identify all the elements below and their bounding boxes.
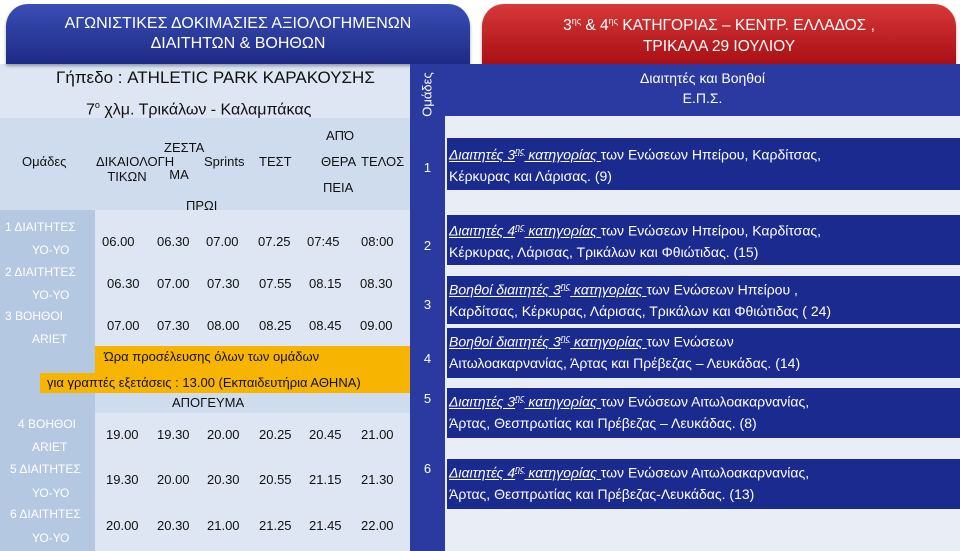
time-cell: 07.00 [107, 318, 140, 333]
time-cell: 06.30 [157, 234, 190, 249]
time-cell: 21.00 [361, 427, 394, 442]
group-label: 1 ΔΙΑΙΤΗΤΕΣ [5, 220, 76, 234]
time-cell: 07.30 [207, 276, 240, 291]
time-cell: 09.00 [360, 318, 393, 333]
time-cell: 08.45 [309, 318, 342, 333]
time-cell: 20.30 [207, 472, 240, 487]
time-cell: 19.30 [157, 427, 190, 442]
header-groups: Ομάδες [22, 154, 67, 169]
group-label: 5 ΔΙΑΙΤΗΤΕΣ [10, 462, 81, 476]
afternoon-bar [95, 393, 410, 413]
group-description: Διαιτητές $3^{\eta\varsigma}$ κατηγορίας των Ενώσεων Ηπείρου, Καρδίτσας, Κέρκυρας και Λάρισας. (9) [447, 138, 960, 190]
time-cell: 20.55 [259, 472, 292, 487]
group-number: 4 [423, 351, 432, 366]
header-end: ΤΕΛΟΣ [361, 154, 405, 169]
time-cell: 06.30 [107, 276, 140, 291]
time-cell: 21.25 [259, 518, 292, 533]
venue-title: Γήπεδο : ATHLETIC PARK ΚΑΡΑΚΟΥΣΗΣ [56, 68, 375, 87]
time-cell: 08.25 [259, 318, 292, 333]
arrival-note: Ώρα προσέλευσης όλων των ομάδων [104, 349, 320, 364]
group-sublabel: ARIET [32, 440, 68, 454]
group-label: 3 ΒΟΗΘΟΙ [5, 309, 64, 323]
title-banner-left [6, 4, 470, 64]
time-cell: 07.25 [258, 234, 291, 249]
time-cell: 06.00 [102, 234, 135, 249]
time-cell: 21.00 [207, 518, 240, 533]
group-sublabel: ΥΟ-ΥΟ [32, 486, 70, 500]
group-description: Βοηθοί διαιτητές $3^{\eta\varsigma}$ κατηγορίας των Ενώσεων Αιτωλοακαρνανίας, Άρτας και Πρέβεζας – Λευκάδας. (14) [447, 328, 960, 378]
group-number: 3 [423, 297, 432, 312]
header-test: ΤΕΣΤ [259, 154, 292, 169]
group-sublabel: ARIET [32, 332, 68, 346]
time-cell: 07.00 [157, 276, 190, 291]
time-cell: 07:45 [307, 234, 340, 249]
time-cell: 08.15 [309, 276, 342, 291]
category-line: $3^{\eta\varsigma}$ & $4^{\eta\varsigma}$ ΚΑΤΗΓΟΡΙΑΣ – ΚΕΝΤΡ. ΕΛΛΑΔΟΣ , [563, 16, 875, 35]
time-cell: 20.45 [309, 427, 342, 442]
referees-panel-title: Διαιτητές και Βοηθοί Ε.Π.Σ. [640, 70, 765, 106]
time-cell: 21.15 [309, 472, 342, 487]
group-label: 6 ΔΙΑΙΤΗΤΕΣ [10, 507, 81, 521]
groups-vertical-title: Ομάδες [420, 71, 436, 117]
title-line-2: ΔΙΑΙΤΗΤΩΝ & ΒΟΗΘΩΝ [150, 35, 326, 52]
header-therapy-2: ΘΕΡΑ [321, 154, 357, 169]
group-number: 5 [423, 391, 432, 406]
header-documents: ΔΙΚΑΙΟΛΟΓΗ ΤΙΚΩΝ [96, 154, 175, 184]
time-cell: 20.00 [106, 518, 139, 533]
time-cell: 21.30 [361, 472, 394, 487]
time-cell: 21.45 [309, 518, 342, 533]
group-sublabel: ΥΟ-ΥΟ [32, 531, 70, 545]
time-cell: 20.00 [207, 427, 240, 442]
title-line-1: ΑΓΩΝΙΣΤΙΚΕΣ ΔΟΚΙΜΑΣΙΕΣ ΑΞΙΟΛΟΓΗΜΕΝΩΝ [64, 15, 412, 32]
time-cell: 07.55 [259, 276, 292, 291]
header-warmup: ΖΕΣΤΑ [164, 140, 205, 155]
group-number: 1 [423, 160, 432, 175]
group-label: 4 ΒΟΗΘΟΙ [18, 417, 77, 431]
group-description: Διαιτητές $4^{\eta\varsigma}$ κατηγορίας των Ενώσεων Αιτωλοακαρνανίας, Άρτας, Θεσπρωτίας και Πρέβεζας-Λευκάδας. (13) [447, 459, 960, 509]
group-number: 6 [423, 461, 432, 476]
group-sublabel: ΥΟ-ΥΟ [32, 288, 70, 302]
time-cell: 20.30 [157, 518, 190, 533]
exam-note: για γραπτές εξετάσεις : 13.00 (Εκπαιδευτήρια ΑΘΗΝΑ) [47, 375, 361, 390]
date-line: ΤΡΙΚΑΛΑ 29 ΙΟΥΛΙΟΥ [642, 37, 796, 55]
afternoon-label: ΑΠΟΓΕΥΜΑ [172, 395, 245, 410]
time-cell: 08.30 [360, 276, 393, 291]
header-warmup-2: ΜΑ [169, 167, 189, 182]
time-cell: 20.00 [157, 472, 190, 487]
venue-location: $7^o$ χλμ. Τρικάλων - Καλαμπάκας [86, 100, 312, 119]
time-cell: 19.00 [106, 427, 139, 442]
time-cell: 07.30 [157, 318, 190, 333]
group-description: Βοηθοί διαιτητές $3^{\eta\varsigma}$ κατηγορίας των Ενώσεων Ηπείρου , Καρδίτσας, Κέρκυρας, Λάρισας, Τρικάλων και Φθιώτιδας ( 24) [447, 276, 960, 324]
group-number: 2 [423, 238, 432, 253]
group-description: Διαιτητές $4^{\eta\varsigma}$ κατηγορίας των Ενώσεων Ηπείρου, Καρδίτσας, Κέρκυρας, Λάρισας, Τρικάλων και Φθιώτιδας. (15) [447, 215, 960, 265]
time-cell: 08:00 [361, 234, 394, 249]
time-cell: 22.00 [361, 518, 394, 533]
header-sprints: Sprints [204, 154, 245, 169]
header-therapy-3: ΠΕΙΑ [323, 180, 354, 195]
header-therapy-1: ΑΠΌ [326, 128, 355, 143]
header-morning: ΠΡΩΙ [186, 198, 218, 213]
title-banner-right [482, 4, 956, 64]
time-cell: 07.00 [206, 234, 239, 249]
group-label: 2 ΔΙΑΙΤΗΤΕΣ [5, 265, 76, 279]
time-cell: 19.30 [106, 472, 139, 487]
group-description: Διαιτητές $3^{\eta\varsigma}$ κατηγορίας των Ενώσεων Αιτωλοακαρνανίας, Άρτας, Θεσπρωτίας και Πρέβεζας – Λευκάδας. (8) [447, 388, 960, 438]
group-sublabel: ΥΟ-ΥΟ [32, 243, 70, 257]
time-cell: 20.25 [259, 427, 292, 442]
time-cell: 08.00 [207, 318, 240, 333]
